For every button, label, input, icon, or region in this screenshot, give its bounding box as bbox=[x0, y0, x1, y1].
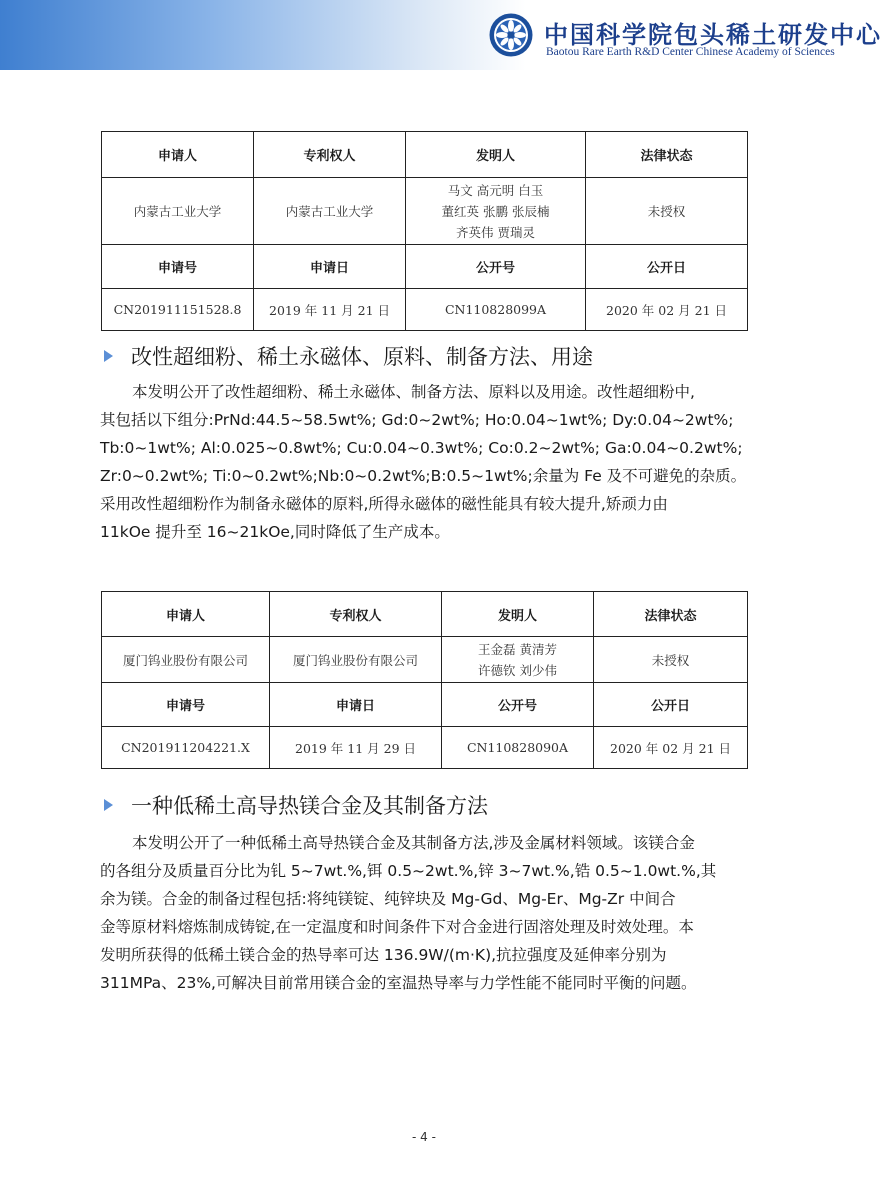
header-pub-no: 公开号 bbox=[442, 683, 594, 727]
header-inventor: 发明人 bbox=[406, 132, 586, 178]
pub-date-value: 2020 年 02 月 21 日 bbox=[586, 289, 748, 331]
paragraph-line: 金等原材料熔炼制成铸锭,在一定温度和时间条件下对合金进行固溶处理及时效处理。本 bbox=[100, 918, 694, 936]
paragraph-line: Zr:0~0.2wt%; Ti:0~0.2wt%;Nb:0~0.2wt%;B:0.5~1wt%;余量为 Fe 及不可避免的杂质。 bbox=[100, 467, 747, 485]
paragraph-line: 采用改性超细粉作为制备永磁体的原料,所得永磁体的磁性能具有较大提升,矫顽力由 bbox=[100, 495, 668, 513]
inventors-value bbox=[442, 637, 594, 683]
patent-table-2 bbox=[101, 591, 748, 769]
paragraph-line: 本发明公开了改性超细粉、稀土永磁体、制备方法、原料以及用途。改性超细粉中, bbox=[132, 383, 695, 401]
header-inventor: 发明人 bbox=[442, 592, 594, 637]
section-2-paragraph bbox=[100, 829, 748, 997]
header-pub-date: 公开日 bbox=[586, 245, 748, 289]
header-pub-no: 公开号 bbox=[406, 245, 586, 289]
pub-no-value: CN110828090A bbox=[442, 727, 594, 769]
section-1-paragraph bbox=[100, 378, 748, 546]
patent-table-1 bbox=[101, 131, 748, 331]
header-legal-status: 法律状态 bbox=[594, 592, 748, 637]
pub-date-value: 2020 年 02 月 21 日 bbox=[594, 727, 748, 769]
page-number: - 4 - bbox=[412, 1130, 436, 1144]
section-title-1 bbox=[104, 341, 593, 371]
bullet-triangle-icon bbox=[104, 350, 113, 362]
page-header bbox=[0, 0, 882, 70]
header-app-date: 申请日 bbox=[254, 245, 406, 289]
paragraph-line: 的各组分及质量百分比为钆 5~7wt.%,铒 0.5~2wt.%,锌 3~7wt.%,锆 0.5~1.0wt.%,其 bbox=[100, 862, 717, 880]
pub-no-value: CN110828099A bbox=[406, 289, 586, 331]
paragraph-line: 发明所获得的低稀土镁合金的热导率可达 136.9W/(m·K),抗拉强度及延伸率分别为 bbox=[100, 946, 667, 964]
patentee-value: 内蒙古工业大学 bbox=[254, 178, 406, 245]
app-no-value: CN201911204221.X bbox=[102, 727, 270, 769]
header-legal-status: 法律状态 bbox=[586, 132, 748, 178]
app-date-value: 2019 年 11 月 21 日 bbox=[254, 289, 406, 331]
inventor-line: 董红英 张鹏 张辰楠 bbox=[441, 203, 550, 219]
header-app-no: 申请号 bbox=[102, 683, 270, 727]
inventor-line: 王金磊 黄清芳 bbox=[478, 641, 557, 657]
paragraph-line: 余为镁。合金的制备过程包括:将纯镁锭、纯锌块及 Mg-Gd、Mg-Er、Mg-Zr 中间合 bbox=[100, 890, 676, 908]
inventor-line: 齐英伟 贾瑞灵 bbox=[456, 224, 535, 240]
app-no-value: CN201911151528.8 bbox=[102, 289, 254, 331]
cas-logo-icon bbox=[488, 12, 534, 58]
inventor-line: 马文 高元明 白玉 bbox=[447, 182, 544, 198]
header-applicant: 申请人 bbox=[102, 592, 270, 637]
header-app-date: 申请日 bbox=[270, 683, 442, 727]
inventors-value bbox=[406, 178, 586, 245]
org-name-en: Baotou Rare Earth R&D Center Chinese Academy of Sciences bbox=[546, 46, 835, 58]
bullet-triangle-icon bbox=[104, 799, 113, 811]
header-app-no: 申请号 bbox=[102, 245, 254, 289]
paragraph-line: Tb:0~1wt%; Al:0.025~0.8wt%; Cu:0.04~0.3wt%; Co:0.2~2wt%; Ga:0.04~0.2wt%; bbox=[100, 439, 743, 457]
org-name-cn: 中国科学院包头稀土研发中心 bbox=[544, 20, 882, 49]
paragraph-line: 11kOe 提升至 16~21kOe,同时降低了生产成本。 bbox=[100, 523, 450, 541]
applicant-value: 厦门钨业股份有限公司 bbox=[102, 637, 270, 683]
patentee-value: 厦门钨业股份有限公司 bbox=[270, 637, 442, 683]
section-title-text: 改性超细粉、稀土永磁体、原料、制备方法、用途 bbox=[131, 345, 593, 369]
legal-status-value: 未授权 bbox=[594, 637, 748, 683]
section-title-text: 一种低稀土高导热镁合金及其制备方法 bbox=[131, 794, 488, 818]
header-patentee: 专利权人 bbox=[254, 132, 406, 178]
header-applicant: 申请人 bbox=[102, 132, 254, 178]
applicant-value: 内蒙古工业大学 bbox=[102, 178, 254, 245]
paragraph-line: 本发明公开了一种低稀土高导热镁合金及其制备方法,涉及金属材料领域。该镁合金 bbox=[132, 834, 695, 852]
app-date-value: 2019 年 11 月 29 日 bbox=[270, 727, 442, 769]
section-title-2 bbox=[104, 790, 488, 820]
header-patentee: 专利权人 bbox=[270, 592, 442, 637]
inventor-line: 许德钦 刘少伟 bbox=[478, 662, 557, 678]
legal-status-value: 未授权 bbox=[586, 178, 748, 245]
paragraph-line: 311MPa、23%,可解决目前常用镁合金的室温热导率与力学性能不能同时平衡的问题。 bbox=[100, 974, 697, 992]
paragraph-line: 其包括以下组分:PrNd:44.5~58.5wt%; Gd:0~2wt%; Ho:0.04~1wt%; Dy:0.04~2wt%; bbox=[100, 411, 734, 429]
header-pub-date: 公开日 bbox=[594, 683, 748, 727]
